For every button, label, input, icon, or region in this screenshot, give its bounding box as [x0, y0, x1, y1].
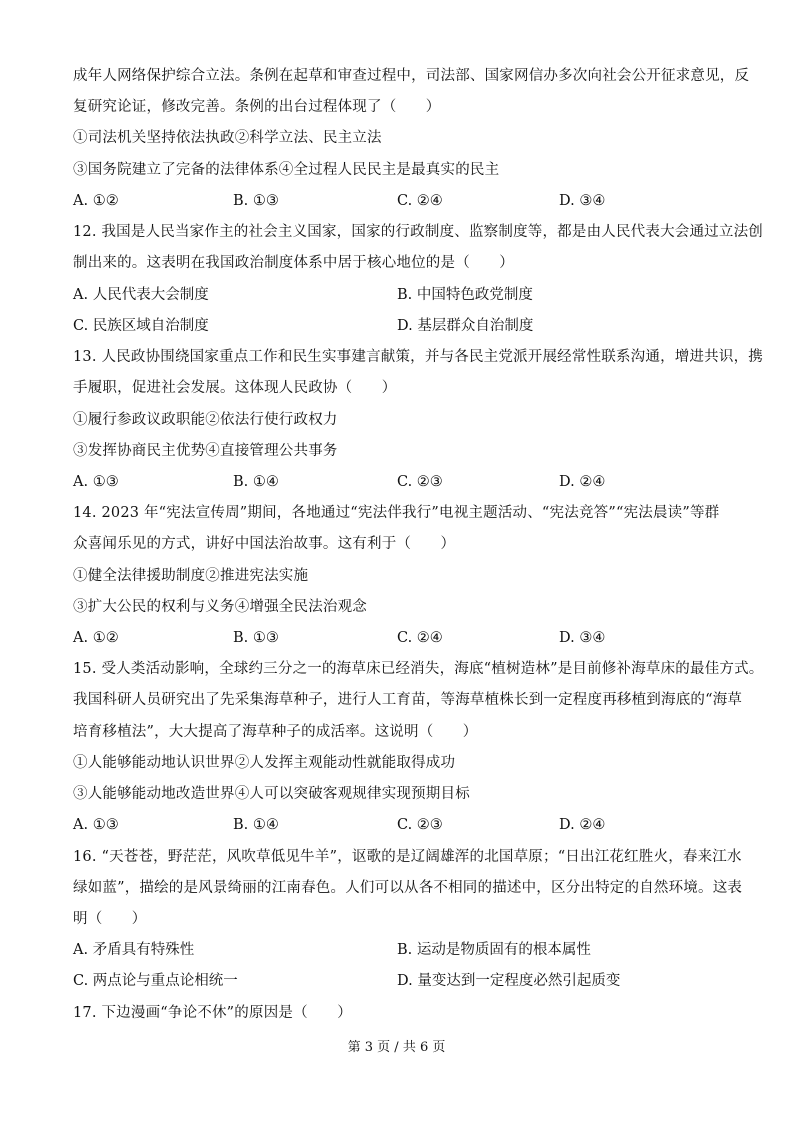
option-a: A. 人民代表大会制度 [73, 287, 209, 303]
question-text: 15. 受人类活动影响，全球约三分之一的海草床已经消失，海底“植树造林”是目前修补海草床的最佳方式。 [73, 661, 764, 677]
option-d: D. ②④ [559, 474, 606, 490]
option-b: B. ①④ [233, 817, 279, 833]
option-c: C. ②③ [397, 474, 443, 490]
option-c: C. 两点论与重点论相统一 [73, 973, 238, 989]
option-c: C. ②④ [397, 193, 443, 209]
option-d: D. ②④ [559, 817, 606, 833]
statement-choices: ①健全法律援助制度②推进宪法实施 [73, 568, 309, 584]
option-a: A. 矛盾具有特殊性 [73, 942, 195, 958]
option-b: B. ①④ [233, 474, 279, 490]
option-a: A. ①③ [73, 817, 119, 833]
option-b: B. ①③ [233, 193, 279, 209]
statement-choices: ①司法机关坚持依法执政②科学立法、民主立法 [73, 130, 382, 146]
option-c: C. 民族区域自治制度 [73, 318, 209, 334]
statement-choices: ①人能够能动地认识世界②人发挥主观能动性就能取得成功 [73, 755, 456, 771]
question-text: 成年人网络保护综合立法。条例在起草和审查过程中，司法部、国家网信办多次向社会公开征求意见，反 [73, 68, 750, 84]
statement-choices: ③扩大公民的权利与义务④增强全民法治观念 [73, 599, 367, 615]
question-text: 我国科研人员研究出了先采集海草种子，进行人工育苗，等海草植株长到一定程度再移植到海底的“海草 [73, 692, 743, 708]
option-d: D. ③④ [559, 193, 606, 209]
statement-choices: ①履行参政议政职能②依法行使行政权力 [73, 412, 338, 428]
option-d: D. 量变达到一定程度必然引起质变 [397, 973, 621, 989]
question-text: 制出来的。这表明在我国政治制度体系中居于核心地位的是（ ） [73, 255, 514, 271]
option-b: B. 中国特色政党制度 [397, 287, 533, 303]
question-text: 12. 我国是人民当家作主的社会主义国家，国家的行政制度、监察制度等，都是由人民代表大会通过立法创 [73, 224, 763, 240]
question-text: 复研究论证，修改完善。条例的出台过程体现了（ ） [73, 99, 441, 115]
question-text: 绿如蓝”，描绘的是风景绮丽的江南春色。人们可以从各不相同的描述中，区分出特定的自然环境。这表 [73, 880, 743, 896]
statement-choices: ③国务院建立了完备的法律体系④全过程人民民主是最真实的民主 [73, 162, 500, 178]
option-c: C. ②④ [397, 630, 443, 646]
question-text: 众喜闻乐见的方式，讲好中国法治故事。这有利于（ ） [73, 536, 456, 552]
option-d: D. 基层群众自治制度 [397, 318, 534, 334]
option-d: D. ③④ [559, 630, 606, 646]
question-text: 16. “天苍苍，野茫茫，风吹草低见牛羊”，讴歌的是辽阔雄浑的北国草原；“日出江花红胜火，春来江水 [73, 849, 742, 865]
question-text: 13. 人民政协围绕国家重点工作和民生实事建言献策，并与各民主党派开展经常性联系沟通，增进共识，携 [73, 349, 763, 365]
question-text: 手履职，促进社会发展。这体现人民政协（ ） [73, 380, 397, 396]
statement-choices: ③发挥协商民主优势④直接管理公共事务 [73, 443, 338, 459]
question-text: 培育移植法”，大大提高了海草种子的成活率。这说明（ ） [73, 724, 478, 740]
option-b: B. ①③ [233, 630, 279, 646]
option-c: C. ②③ [397, 817, 443, 833]
question-text: 明（ ） [73, 911, 147, 927]
option-a: A. ①② [73, 630, 119, 646]
option-b: B. 运动是物质固有的根本属性 [397, 942, 591, 958]
option-a: A. ①③ [73, 474, 119, 490]
option-a: A. ①② [73, 193, 119, 209]
page-number: 第 3 页 / 共 6 页 [347, 1040, 446, 1055]
question-text: 17. 下边漫画“争论不休”的原因是（ ） [73, 1005, 352, 1021]
question-text: 14. 2023 年“宪法宣传周”期间，各地通过“宪法伴我行”电视主题活动、“宪法竞答”“宪法晨读”等群 [73, 505, 720, 521]
statement-choices: ③人能够能动地改造世界④人可以突破客观规律实现预期目标 [73, 786, 470, 802]
